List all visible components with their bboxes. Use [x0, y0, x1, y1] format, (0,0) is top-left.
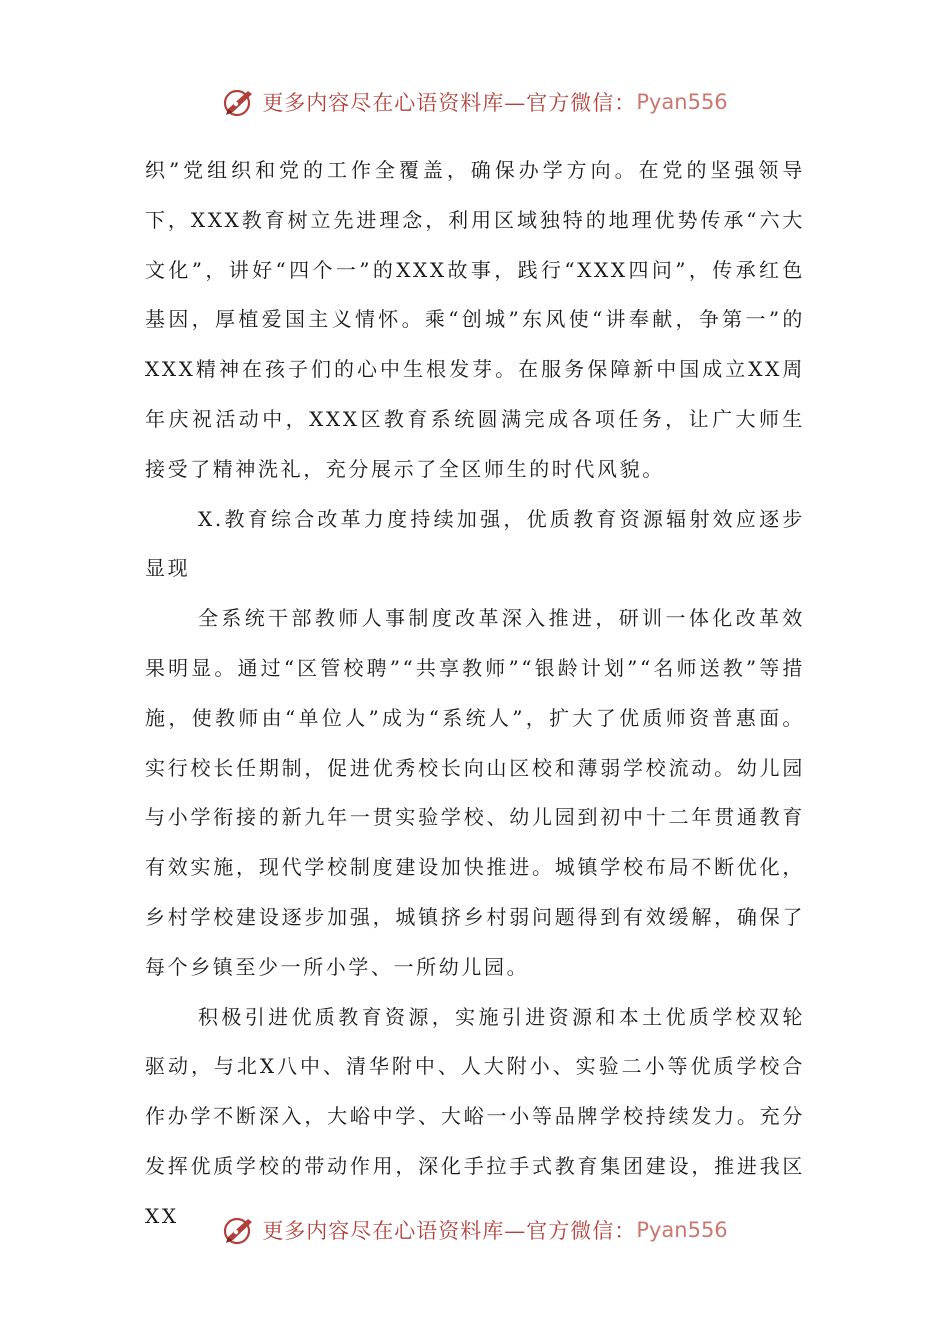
- banner-wechat-id: Pyan556: [636, 90, 728, 114]
- paragraph-1: 织”党组织和党的工作全覆盖，确保办学方向。在党的坚强领导下，XXX教育树立先进理念，利用区域独特的地理优势传承“六大文化”，讲好“四个一”的XXX故事，践行“XXX四问”，传承红色基因，厚植爱国主义情怀。乘“创城”东风使“讲奉献，争第一”的XXX精神在孩子们的心中生根发芽。在服务保障新中国成立XX周年庆祝活动中，XXX区教育系统圆满完成各项任务，让广大师生接受了精神洗礼，充分展示了全区师生的时代风貌。: [145, 158, 805, 481]
- banner-title: 更多内容尽在心语资料库—官方微信：: [262, 91, 637, 115]
- pen-logo-icon: [222, 85, 256, 119]
- pen-logo-icon: [222, 1213, 256, 1247]
- banner-wechat-id: Pyan556: [636, 1218, 728, 1242]
- header-banner: [0, 82, 950, 122]
- paragraph-2: 全系统干部教师人事制度改革深入推进，研训一体化改革效果明显。通过“区管校聘”“共享教师”“银龄计划”“名师送教”等措施，使教师由“单位人”成为“系统人”，扩大了优质师资普惠面。实行校长任期制，促进优秀校长向山区校和薄弱学校流动。幼儿园与小学衔接的新九年一贯实验学校、幼儿园到初中十二年贯通教育有效实施，现代学校制度建设加快推进。城镇学校布局不断优化，乡村学校建设逐步加强，城镇挤乡村弱问题得到有效缓解，确保了每个乡镇至少一所小学、一所幼儿园。: [145, 606, 805, 979]
- footer-banner: [0, 1210, 950, 1250]
- paragraph-3: 积极引进优质教育资源，实施引进资源和本土优质学校双轮驱动，与北X八中、清华附中、人大附小、实验二小等优质学校合作办学不断深入，大峪中学、大峪一小等品牌学校持续发力。充分发挥优质学校的带动作用，深化手拉手式教育集团建设，推进我区XX: [145, 1004, 805, 1228]
- banner-title: 更多内容尽在心语资料库—官方微信：: [262, 1219, 637, 1243]
- section-heading: X.教育综合改革力度持续加强，优质教育资源辐射效应逐步显现: [145, 506, 805, 581]
- document-body: [145, 146, 805, 1242]
